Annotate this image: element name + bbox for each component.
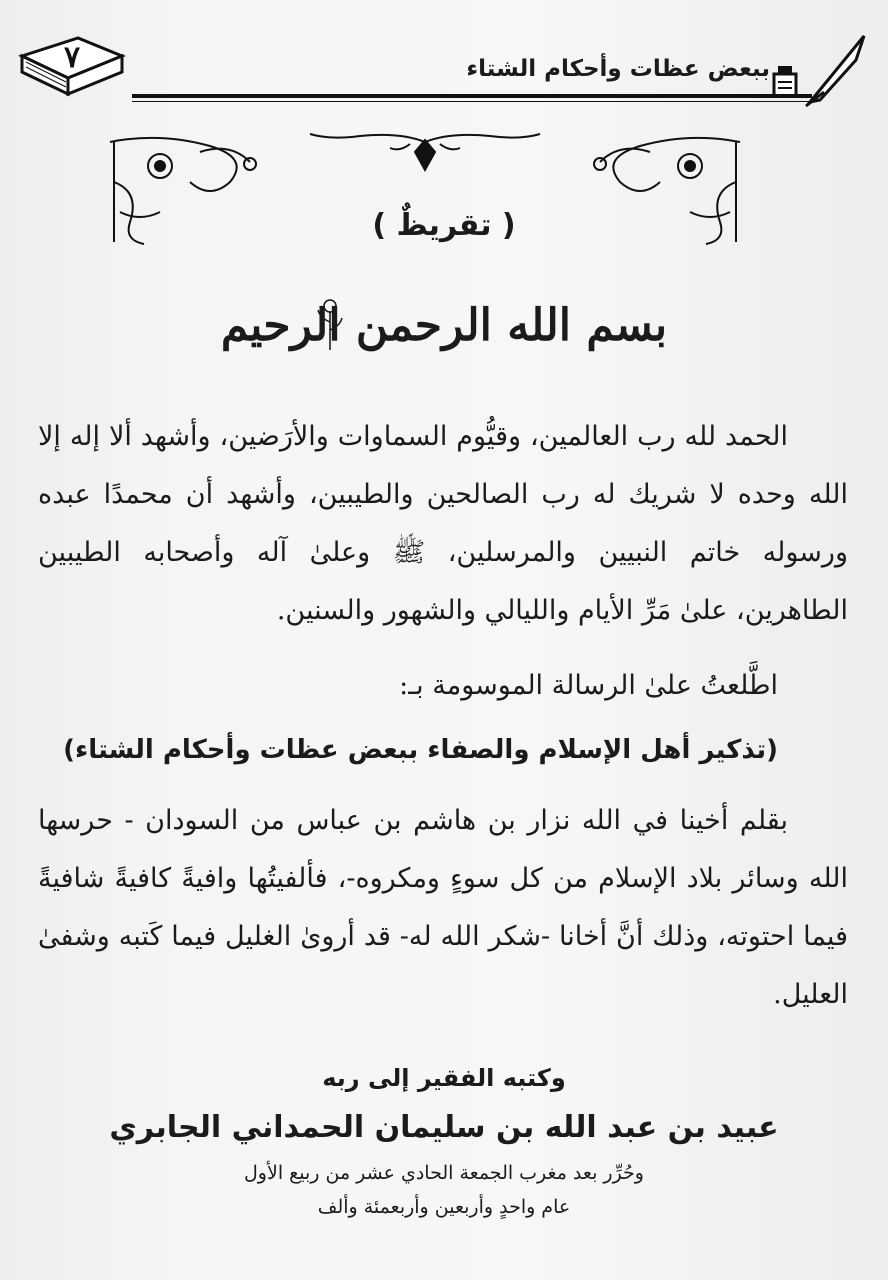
intro-line: اطَّلعتُ علىٰ الرسالة الموسومة بـ: xyxy=(399,670,778,701)
signature-name: عبيد بن عبد الله بن سليمان الحمداني الجابري xyxy=(109,1110,779,1145)
signature-intro: وكتبه الفقير إلى ربه xyxy=(322,1064,566,1092)
book-title: (تذكير أهل الإسلام والصفاء ببعض عظات وأحكام الشتاء) xyxy=(63,735,778,765)
signature-date-line-2: عام واحدٍ وأربعين وأربعمئة وألف xyxy=(317,1196,571,1218)
page-header xyxy=(0,0,888,110)
section-heading: ( تقريظٌ ) xyxy=(372,208,516,243)
paragraph-2: بقلم أخينا في الله نزار بن هاشم بن عباس من السودان - حرسها الله وسائر بلاد الإسلام من كل سوءٍ ومكروه-، فألفيتُها وافيةً كافيةً شافيةً فيما احتوته، وذلك أنَّ أخانا -شكر الله له- قد أروىٰ الغليل فيما كَتبه وشفىٰ العليل. xyxy=(38,805,848,1010)
header-rule xyxy=(132,94,812,98)
running-title: ببعض عظات وأحكام الشتاء xyxy=(466,56,770,82)
paragraph-1: الحمد لله رب العالمين، وقيُّوم السماوات والأرَضين، وأشهد ألا إله إلا الله وحده لا شريك له رب الصالحين والطيبين، وأشهد أن محمدًا عبده ورسوله خاتم النبيين والمرسلين، ﷺ وعلىٰ آله وأصحابه الطيبين الطاهرين، علىٰ مَرِّ الأيام والليالي والشهور والسنين. xyxy=(38,421,848,626)
quill-inkwell-icon xyxy=(760,30,880,110)
page-number-badge xyxy=(18,34,126,98)
basmala: بسم الله الرحمن الرحيم xyxy=(220,300,668,351)
signature-date-line-1: وحُرِّر بعد مغرب الجمعة الحادي عشر من ربيع الأول xyxy=(244,1162,644,1184)
page-number: ٧ xyxy=(63,40,81,75)
header-rule-thin xyxy=(132,101,812,102)
